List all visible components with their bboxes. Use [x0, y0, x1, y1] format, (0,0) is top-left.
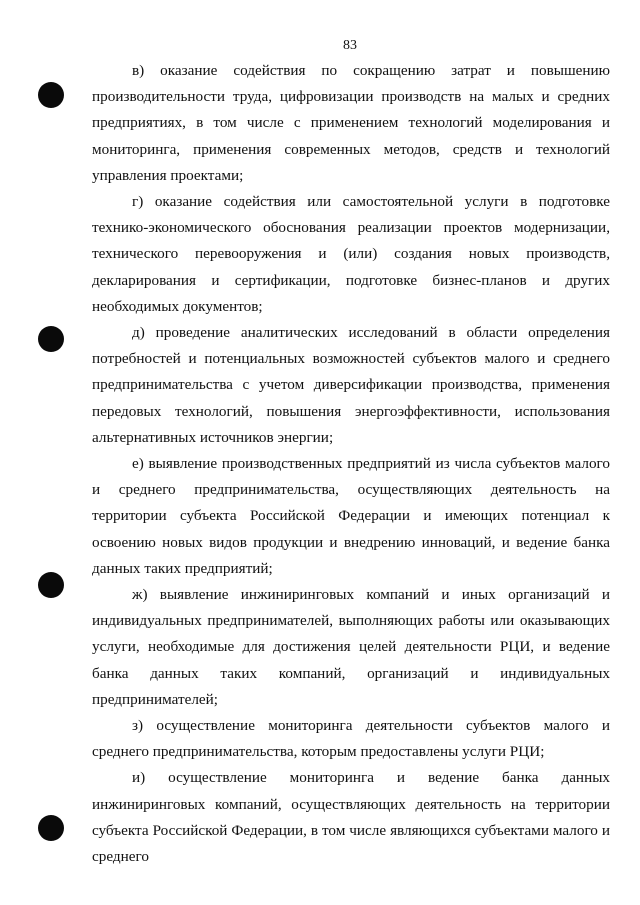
binder-hole [38, 326, 64, 352]
paragraph: з) осуществление мониторинга деятельности субъектов малого и среднего предпринимательства, которым предоставлены услуги РЦИ; [92, 717, 610, 761]
paragraph: в) оказание содействия по сокращению затрат и повышению производительности труда, цифровизации производств на малых и средних предприятиях, в том числе с применением технологий моделирования и мониторинга, применения современных методов, средств и технологий управления проектами; [92, 62, 610, 184]
document-body [92, 58, 610, 870]
binder-hole [38, 815, 64, 841]
binder-hole [38, 82, 64, 108]
paragraph: ж) выявление инжиниринговых компаний и иных организаций и индивидуальных предпринимателей, выполняющих работы или оказывающих услуги, необходимые для достижения целей деятельности РЦИ, и ведение банка данных таких компаний, организаций и индивидуальных предпринимателей; [92, 586, 610, 708]
binder-hole [38, 572, 64, 598]
paragraph: д) проведение аналитических исследований в области определения потребностей и потенциальных возможностей субъектов малого и среднего предпринимательства с учетом диверсификации производства, применения передовых технологий, повышения энергоэффективности, использования альтернативных источников энергии; [92, 324, 610, 446]
page-number: 83 [343, 38, 357, 53]
paragraph: и) осуществление мониторинга и ведение банка данных инжиниринговых компаний, осуществляющих деятельность на территории субъекта Российской Федерации, в том числе являющихся субъектами малого и среднего [92, 769, 610, 866]
paragraph: е) выявление производственных предприятий из числа субъектов малого и среднего предпринимательства, осуществляющих деятельность на территории субъекта Российской Федерации и имеющих потенциал к освоению новых видов продукции и внедрению инноваций, и ведение банка данных таких предприятий; [92, 455, 610, 577]
paragraph: г) оказание содействия или самостоятельной услуги в подготовке технико-экономического обоснования реализации проектов модернизации, технического перевооружения и (или) создания новых производств, декларирования и сертификации, подготовке бизнес-планов и других необходимых документов; [92, 193, 610, 315]
